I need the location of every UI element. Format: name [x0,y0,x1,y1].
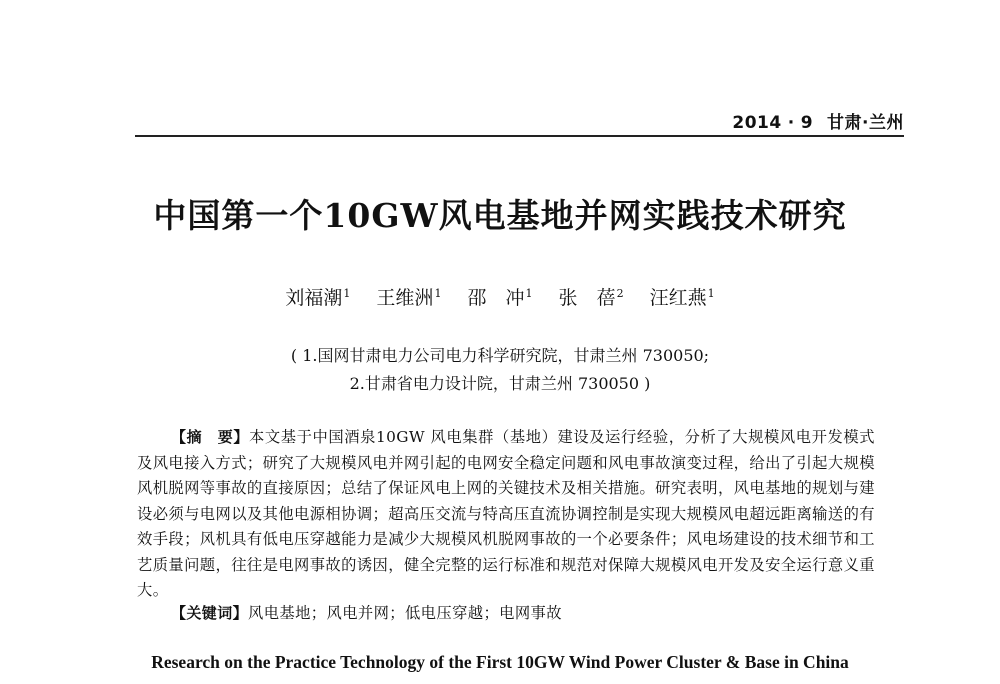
english-title: Research on the Practice Technology of the First 10GW Wind Power Cluster & Base in China [151,652,849,672]
affiliation-line-2: 2.甘肃省电力设计院，甘肃兰州 730050 ) [349,374,651,393]
keywords-text: 风电基地；风电并网；低电压穿越；电网事故 [248,604,562,622]
author [376,287,441,309]
abstract-indent [137,428,171,446]
author [559,287,624,309]
author-list [0,283,1000,310]
header-separator: · [787,113,795,133]
keywords-label: 【关键词】 [171,604,249,622]
author [650,287,715,309]
author-affiliation-mark: 1 [707,286,715,300]
abstract-label: 【摘 要】 [171,428,249,446]
keywords [171,601,562,623]
journal-header [732,108,904,133]
author-name: 刘福潮 [285,287,343,309]
author-name: 汪红燕 [649,287,707,309]
author-name: 邵 冲 [467,287,525,309]
header-year: 2014 [732,113,782,133]
paper-title: 中国第一个10GW风电基地并网实践技术研究 [153,196,847,235]
author-affiliation-mark: 2 [616,286,624,300]
author-name: 王维洲 [376,287,434,309]
header-rule [135,135,904,137]
author-affiliation-mark: 1 [434,286,442,300]
abstract [137,425,875,604]
author [467,287,532,309]
author-name: 张 蓓 [558,287,616,309]
header-issue: 9 [800,113,814,133]
author-affiliation-mark: 1 [343,286,351,300]
author-affiliation-mark: 1 [525,286,533,300]
abstract-text: 本文基于中国酒泉10GW 风电集群（基地）建设及运行经验，分析了大规模风电开发模式及风电接入方式；研究了大规模风电并网引起的电网安全稳定问题和风电事故演变过程，给出了引起大规模风机脱网等事故的直接原因；总结了保证风电上网的关键技术及相关措施。研究表明，风电基地的规划与建设必须与电网以及其他电源相协调；超高压交流与特高压直流协调控制是实现大规模风电超远距离输送的有效手段；风机具有低电压穿越能力是减少大规模风机脱网事故的一个必要条件；风电场建设的技术细节和工艺质量问题，往往是电网事故的诱因，健全完整的运行标准和规范对保障大规模风电开发及安全运行意义重大。 [137,428,875,599]
author [285,287,350,309]
affiliation-line-1: ( 1.国网甘肃电力公司电力科学研究院，甘肃兰州 730050; [290,346,710,365]
header-location: 甘肃·兰州 [827,113,904,133]
